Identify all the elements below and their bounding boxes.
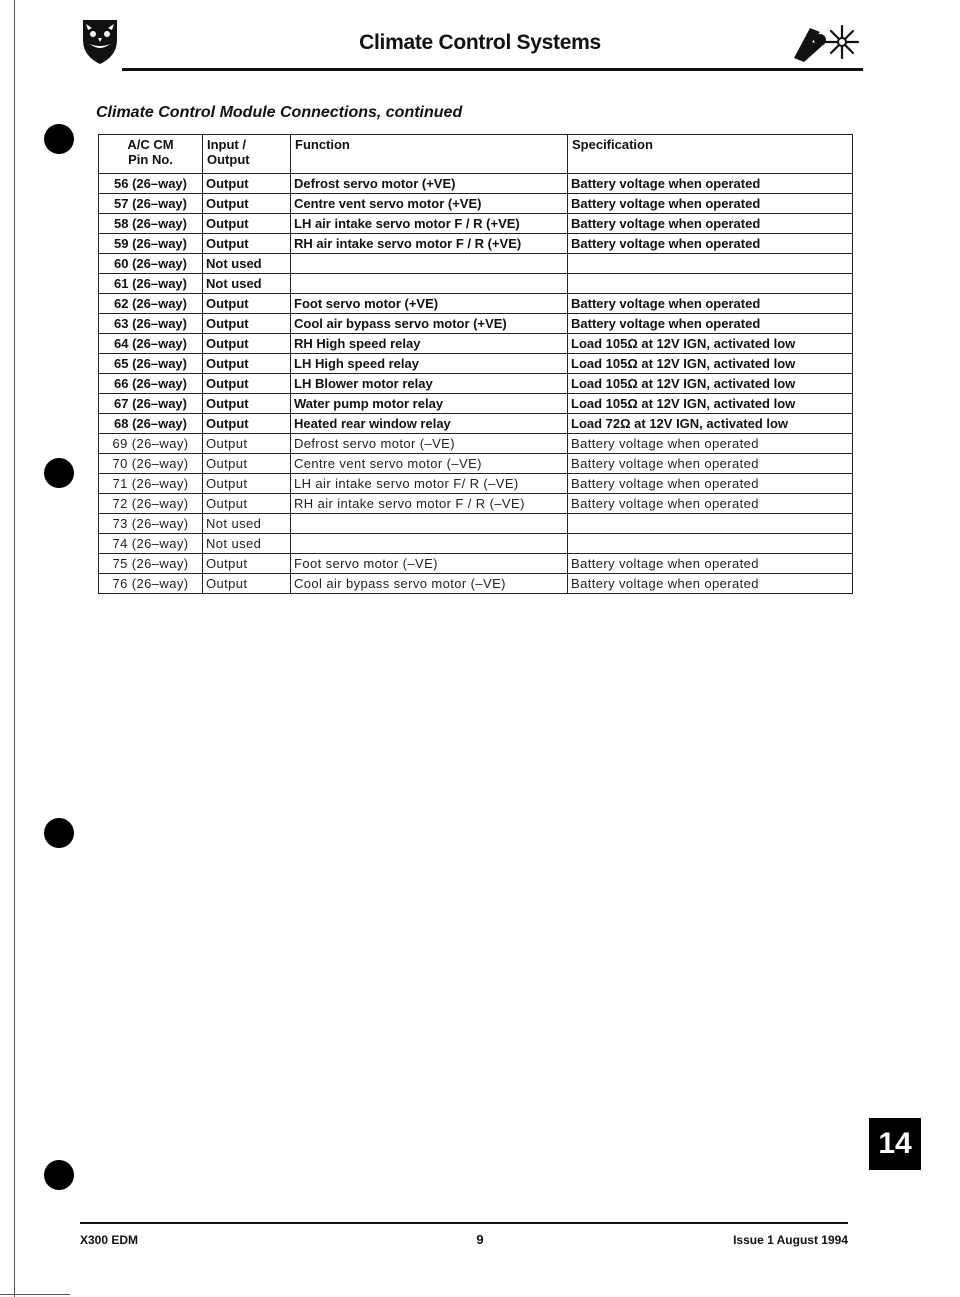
left-margin-rule (14, 0, 15, 1297)
cell-function (291, 254, 568, 274)
cell-io: Not used (203, 534, 291, 554)
cell-io: Not used (203, 514, 291, 534)
cell-io: Output (203, 354, 291, 374)
header-pin-line1: A/C CM (127, 137, 174, 152)
cell-io: Output (203, 414, 291, 434)
cell-io: Not used (203, 254, 291, 274)
table-row (99, 214, 853, 234)
cell-pin: 64 (26–way) (99, 334, 203, 354)
cell-function: LH air intake servo motor F / R (+VE) (291, 214, 568, 234)
header-io-line2: Output (207, 152, 250, 167)
table-row (99, 474, 853, 494)
footer-issue-date: Issue 1 August 1994 (733, 1233, 848, 1247)
cell-function: Defrost servo motor (–VE) (291, 434, 568, 454)
cell-io: Output (203, 174, 291, 194)
header-specification: Specification (568, 135, 853, 174)
cell-function: RH air intake servo motor F / R (+VE) (291, 234, 568, 254)
table-row (99, 454, 853, 474)
cell-pin: 74 (26–way) (99, 534, 203, 554)
table-row (99, 334, 853, 354)
header-rule (122, 68, 863, 71)
table-row (99, 574, 853, 594)
cell-function: LH High speed relay (291, 354, 568, 374)
cell-io: Not used (203, 274, 291, 294)
footer-rule (80, 1222, 848, 1224)
cell-pin: 56 (26–way) (99, 174, 203, 194)
section-subtitle: Climate Control Module Connections, continued (96, 104, 463, 121)
cell-io: Output (203, 474, 291, 494)
cell-function: Cool air bypass servo motor (–VE) (291, 574, 568, 594)
table-header-row (99, 135, 853, 174)
table-row (99, 534, 853, 554)
cell-specification: Load 105Ω at 12V IGN, activated low (568, 354, 853, 374)
cell-specification: Load 105Ω at 12V IGN, activated low (568, 334, 853, 354)
climate-fan-snowflake-icon (790, 18, 860, 66)
cell-specification (568, 534, 853, 554)
table-row (99, 234, 853, 254)
cell-pin: 69 (26–way) (99, 434, 203, 454)
cell-pin: 63 (26–way) (99, 314, 203, 334)
cell-function: RH air intake servo motor F / R (–VE) (291, 494, 568, 514)
section-tab: 14 (869, 1118, 921, 1170)
punch-hole (44, 818, 74, 848)
cell-pin: 61 (26–way) (99, 274, 203, 294)
cell-pin: 57 (26–way) (99, 194, 203, 214)
cell-function: Heated rear window relay (291, 414, 568, 434)
cell-io: Output (203, 374, 291, 394)
cell-specification: Battery voltage when operated (568, 574, 853, 594)
header-pin-line2: Pin No. (128, 152, 173, 167)
cell-specification: Load 72Ω at 12V IGN, activated low (568, 414, 853, 434)
cell-pin: 62 (26–way) (99, 294, 203, 314)
footer-page-number: 9 (476, 1232, 484, 1247)
header-pin (99, 135, 203, 174)
cell-pin: 76 (26–way) (99, 574, 203, 594)
table-row (99, 374, 853, 394)
cell-pin: 71 (26–way) (99, 474, 203, 494)
cell-io: Output (203, 314, 291, 334)
footer-doc-code: X300 EDM (80, 1233, 139, 1247)
cell-specification: Battery voltage when operated (568, 474, 853, 494)
table-row (99, 274, 853, 294)
cell-function: RH High speed relay (291, 334, 568, 354)
table-row (99, 494, 853, 514)
cell-specification (568, 514, 853, 534)
cell-specification: Battery voltage when operated (568, 174, 853, 194)
cell-io: Output (203, 574, 291, 594)
cell-specification: Load 105Ω at 12V IGN, activated low (568, 394, 853, 414)
cell-pin: 68 (26–way) (99, 414, 203, 434)
table-row (99, 194, 853, 214)
left-foot-rule (0, 1294, 70, 1295)
cell-function: Centre vent servo motor (+VE) (291, 194, 568, 214)
cell-specification (568, 274, 853, 294)
table-row (99, 314, 853, 334)
cell-function (291, 514, 568, 534)
cell-io: Output (203, 494, 291, 514)
cell-pin: 65 (26–way) (99, 354, 203, 374)
cell-io: Output (203, 334, 291, 354)
cell-pin: 59 (26–way) (99, 234, 203, 254)
cell-specification: Battery voltage when operated (568, 434, 853, 454)
cell-function: Defrost servo motor (+VE) (291, 174, 568, 194)
table-row (99, 514, 853, 534)
cell-io: Output (203, 394, 291, 414)
table-row (99, 294, 853, 314)
cell-pin: 75 (26–way) (99, 554, 203, 574)
cell-pin: 66 (26–way) (99, 374, 203, 394)
cell-pin: 67 (26–way) (99, 394, 203, 414)
cell-specification: Battery voltage when operated (568, 314, 853, 334)
header-io-line1: Input / (207, 137, 246, 152)
cell-pin: 73 (26–way) (99, 514, 203, 534)
cell-io: Output (203, 214, 291, 234)
table-row (99, 354, 853, 374)
header-io (203, 135, 291, 174)
connections-table (98, 134, 853, 594)
cell-specification: Battery voltage when operated (568, 494, 853, 514)
cell-specification (568, 254, 853, 274)
cell-function: Centre vent servo motor (–VE) (291, 454, 568, 474)
cell-pin: 70 (26–way) (99, 454, 203, 474)
cell-function: LH air intake servo motor F/ R (–VE) (291, 474, 568, 494)
cell-specification: Battery voltage when operated (568, 454, 853, 474)
cell-function (291, 534, 568, 554)
table-row (99, 434, 853, 454)
cell-function: LH Blower motor relay (291, 374, 568, 394)
punch-hole (44, 1160, 74, 1190)
cell-specification: Battery voltage when operated (568, 234, 853, 254)
cell-pin: 58 (26–way) (99, 214, 203, 234)
cell-specification: Battery voltage when operated (568, 194, 853, 214)
cell-io: Output (203, 294, 291, 314)
punch-hole (44, 458, 74, 488)
cell-function (291, 274, 568, 294)
cell-function: Water pump motor relay (291, 394, 568, 414)
cell-function: Foot servo motor (+VE) (291, 294, 568, 314)
punch-hole (44, 124, 74, 154)
cell-io: Output (203, 234, 291, 254)
cell-specification: Battery voltage when operated (568, 554, 853, 574)
table-row (99, 394, 853, 414)
cell-io: Output (203, 434, 291, 454)
cell-pin: 60 (26–way) (99, 254, 203, 274)
cell-pin: 72 (26–way) (99, 494, 203, 514)
cell-specification: Load 105Ω at 12V IGN, activated low (568, 374, 853, 394)
cell-specification: Battery voltage when operated (568, 294, 853, 314)
table-row (99, 414, 853, 434)
cell-function: Foot servo motor (–VE) (291, 554, 568, 574)
table-row (99, 174, 853, 194)
cell-specification: Battery voltage when operated (568, 214, 853, 234)
header-function: Function (291, 135, 568, 174)
cell-io: Output (203, 454, 291, 474)
cell-io: Output (203, 554, 291, 574)
table-row (99, 254, 853, 274)
cell-function: Cool air bypass servo motor (+VE) (291, 314, 568, 334)
cell-io: Output (203, 194, 291, 214)
page-title: Climate Control Systems (359, 31, 601, 54)
table-row (99, 554, 853, 574)
